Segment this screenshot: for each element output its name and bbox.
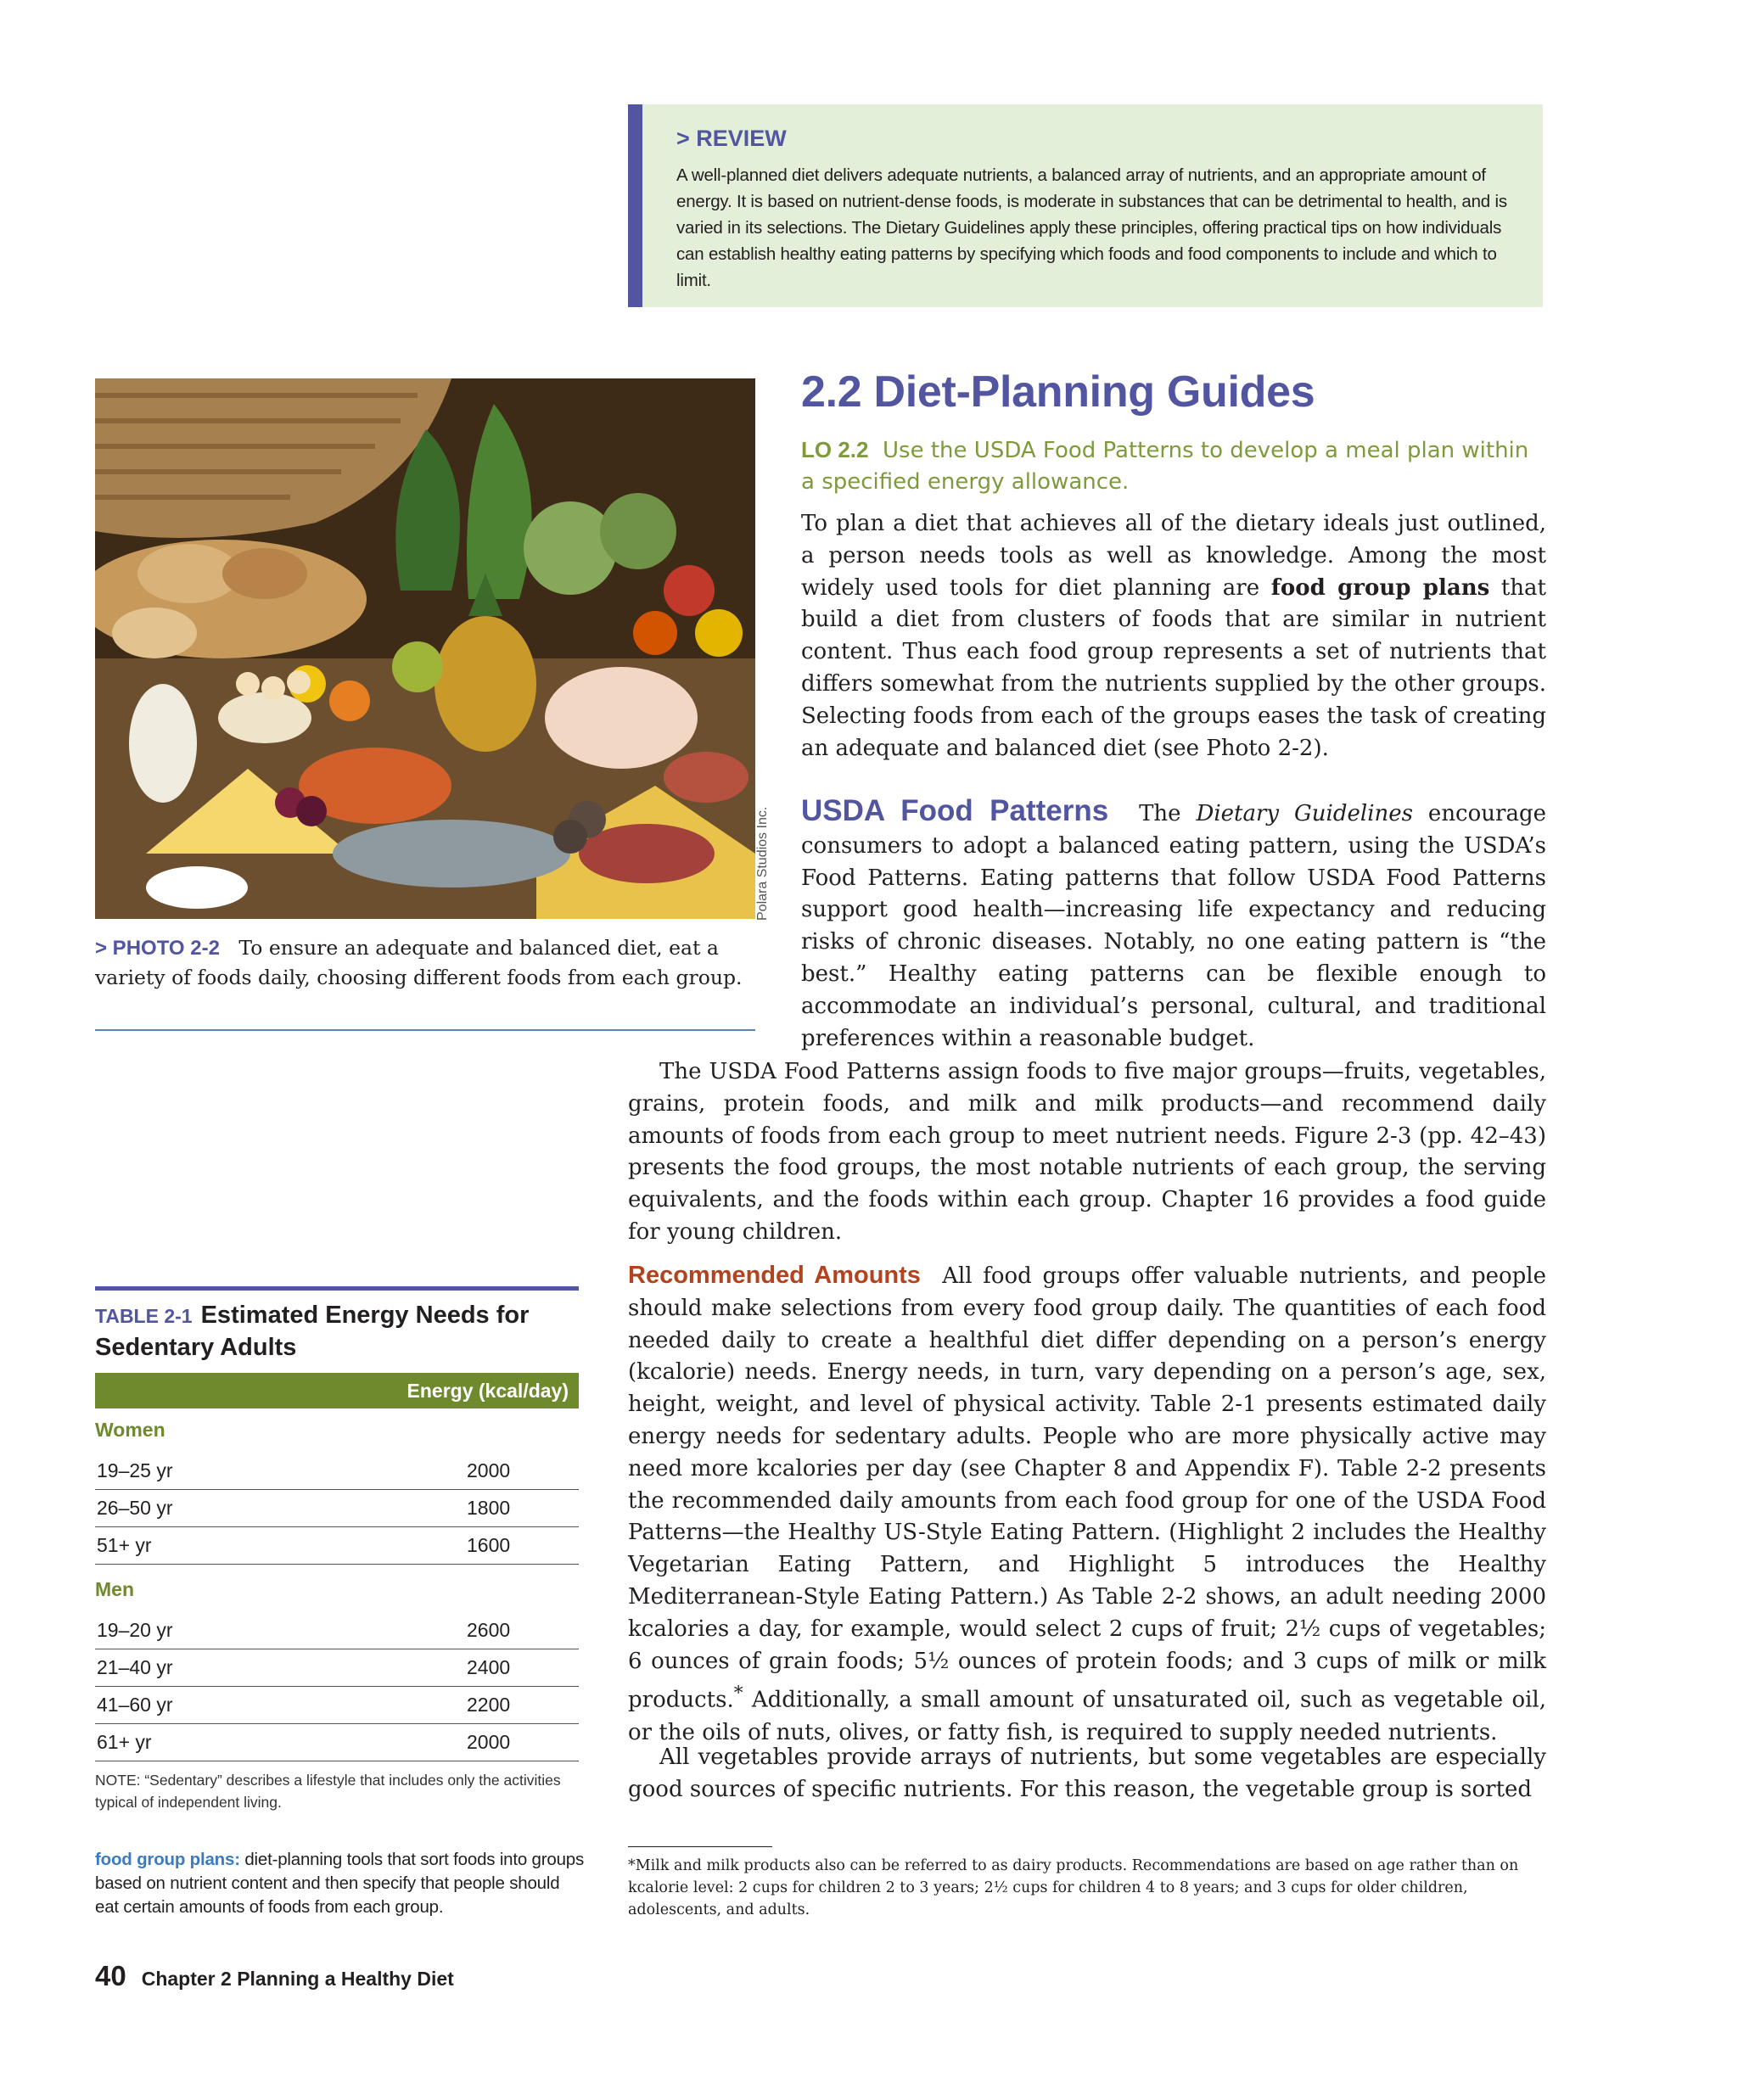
learning-objective: [801, 434, 1548, 498]
table-row: [95, 1453, 579, 1490]
table-title-text: Estimated Energy Needs for Sedentary Adults: [95, 1302, 530, 1361]
table-note: NOTE: “Sedentary” describes a lifestyle that includes only the activities typical of independent living.: [95, 1772, 561, 1811]
paragraph-usda-text: The: [1139, 801, 1197, 826]
photo-caption: [95, 933, 757, 993]
glossary-term: food group plans:: [95, 1850, 240, 1869]
section-title: 2.2 Diet-Planning Guides: [801, 367, 1315, 417]
table-cell-age: 51+ yr: [97, 1534, 152, 1556]
table-cell-age: 61+ yr: [97, 1731, 152, 1753]
table-cell-energy: 2200: [467, 1694, 511, 1716]
paragraph-usda: [801, 795, 1546, 1055]
food-photo: [95, 378, 755, 919]
table-cell-energy: 1600: [467, 1534, 511, 1556]
paragraph-recommended-text: All food groups offer valuable nutrients, and people should make selections from every food group daily. The quantities of each food needed daily to create a healthful diet differ depending on a person’s energy (kcalorie) needs. Energy needs, in turn, vary depending on a person’s age, sex, height, weight, and level of physical activity. Table 2-1 presents estimated daily energy needs for sedentary adults. People who are more physically active may need more kcalories per day (see Chapter 8 and Appendix F). Table 2-2 presents the recommended daily amounts from each food group for one of the USDA Food Patterns—the Healthy US-Style Eating Pattern. (Highlight 2 includes the Healthy Vegetarian Eating Pattern, and Highlight 5 introduces the Healthy Mediterranean-Style Eating Pattern.) As Table 2-2 shows, an adult needing 2000 kcalories a day, for example, would select 2 cups of fruit; 2½ cups of vegetables; 6 ounces of grain foods; 5½ ounces of protein foods; and 3 cups of milk or milk products.: [628, 1263, 1546, 1714]
paragraph-usda-italic: Dietary Guidelines: [1196, 801, 1413, 826]
page-footer: [95, 1960, 454, 1992]
key-term-food-group-plans: food group plans: [1270, 574, 1490, 601]
table-cell-energy: 2600: [467, 1619, 511, 1641]
table-cell-energy: 2400: [467, 1656, 511, 1678]
paragraph-intro: [801, 508, 1546, 764]
learning-objective-label: LO 2.2: [801, 437, 869, 462]
table-cell-energy: 2000: [467, 1459, 511, 1481]
table-title: [95, 1300, 579, 1364]
footnote-divider: [628, 1846, 772, 1847]
subheading-usda-food-patterns: USDA Food Patterns: [801, 794, 1109, 827]
review-box: [628, 104, 1543, 307]
table-top-rule: [95, 1286, 579, 1291]
paragraph-vegetables: All vegetables provide arrays of nutrients, but some vegetables are especially good sources of specific nutrients. For this reason, the vegetable group is sorted: [628, 1744, 1546, 1802]
table-cell-energy: 1800: [467, 1497, 511, 1519]
table-cell-energy: 2000: [467, 1731, 511, 1753]
photo-caption-text: To ensure an adequate and balanced diet, eat a variety of foods daily, choosing different foods from each group.: [95, 936, 743, 989]
table-column-header: Energy (kcal/day): [406, 1380, 569, 1402]
review-body: A well-planned diet delivers adequate nutrients, a balanced array of nutrients, and an appropriate amount of energy. It is based on nutrient-dense foods, is moderate in substances that can be detrimental to health, and is varied in its selections. The Dietary Guidelines apply these principles, offering practical tips on how individuals can establish healthy eating patterns by specifying which foods and food components to include and which to limit.: [676, 165, 1507, 290]
glossary-definition: diet-planning tools that sort foods into groups based on nutrient content and then specify that people should eat certain amounts of foods from each group.: [95, 1850, 585, 1917]
table-header: [95, 1373, 579, 1408]
table-cell-age: 19–20 yr: [97, 1619, 173, 1641]
glossary-entry: [95, 1848, 587, 1919]
photo-caption-label: > PHOTO 2-2: [95, 937, 220, 960]
footnote: *Milk and milk products also can be referred to as dairy products. Recommendations are based on age rather than on kcalorie level: 2 cups for children 2 to 3 years; 2½ cups for children 4 to 8 years; and 3 cups for older children, adolescents, and adults.: [628, 1857, 1519, 1918]
paragraph-intro-text-2: that build a diet from clusters of foods that are similar in nutrient content. Thus each food group represents a set of nutrients that differs somewhat from the nutrients supplied by the other groups. Selecting foods from each of the groups eases the task of creating an adequate and balanced diet (see Photo 2-2).: [801, 574, 1546, 761]
learning-objective-text: Use the USDA Food Patterns to develop a meal plan within a specified energy allowance.: [801, 438, 1529, 495]
table-row: [95, 1724, 579, 1761]
paragraph-recommended: [628, 1260, 1546, 1750]
review-heading: > REVIEW: [676, 126, 787, 151]
footnote-marker: *: [733, 1683, 743, 1705]
chapter-title: Chapter 2 Planning a Healthy Diet: [141, 1968, 454, 1990]
paragraph-recommended-text-2: Additionally, a small amount of unsaturated oil, such as vegetable oil, or the oils of nuts, olives, or fatty fish, is required to supply needed nutrients.: [628, 1688, 1546, 1745]
subheading-recommended-amounts: Recommended Amounts: [628, 1262, 921, 1289]
table-group-women: Women: [95, 1419, 165, 1441]
paragraph-food-groups: The USDA Food Patterns assign foods to five major groups—fruits, vegetables, grains, protein foods, and milk and milk products—and recommend daily amounts of foods from each group to meet nutrient needs. Figure 2-3 (pp. 42–43) presents the food groups, the most notable nutrients of each group, the serving equivalents, and the foods within each group. Chapter 16 provides a food guide for young children.: [628, 1059, 1546, 1245]
caption-divider: [95, 1029, 755, 1031]
table-cell-age: 41–60 yr: [97, 1694, 173, 1716]
table-row: [95, 1490, 579, 1527]
table-row: [95, 1527, 579, 1565]
table-cell-age: 21–40 yr: [97, 1656, 173, 1678]
table-group-men: Men: [95, 1578, 134, 1600]
table-label: TABLE 2-1: [95, 1305, 193, 1327]
paragraph-intro-text: To plan a diet that achieves all of the dietary ideals just outlined, a person needs tools as well as knowledge. Among the most widely used tools for diet planning are: [801, 511, 1546, 601]
paragraph-usda-text-2: encourage consumers to adopt a balanced eating pattern, using the USDA’s Food Patterns. Eating patterns that follow USDA Food Patterns support good health—increasing life expectancy and reducing risks of chronic diseases. Notably, no one eating pattern is “the best.” Healthy eating patterns can be flexible enough to accommodate an individual’s personal, cultural, and traditional preferences within a reasonable budget.: [801, 801, 1546, 1051]
photo-credit: Polara Studios Inc.: [755, 806, 770, 921]
table-row: [95, 1687, 579, 1724]
table-cell-age: 19–25 yr: [97, 1459, 173, 1481]
page-number: 40: [95, 1960, 126, 1991]
table-cell-age: 26–50 yr: [97, 1497, 173, 1519]
table-row: [95, 1649, 579, 1687]
table-row: [95, 1612, 579, 1649]
